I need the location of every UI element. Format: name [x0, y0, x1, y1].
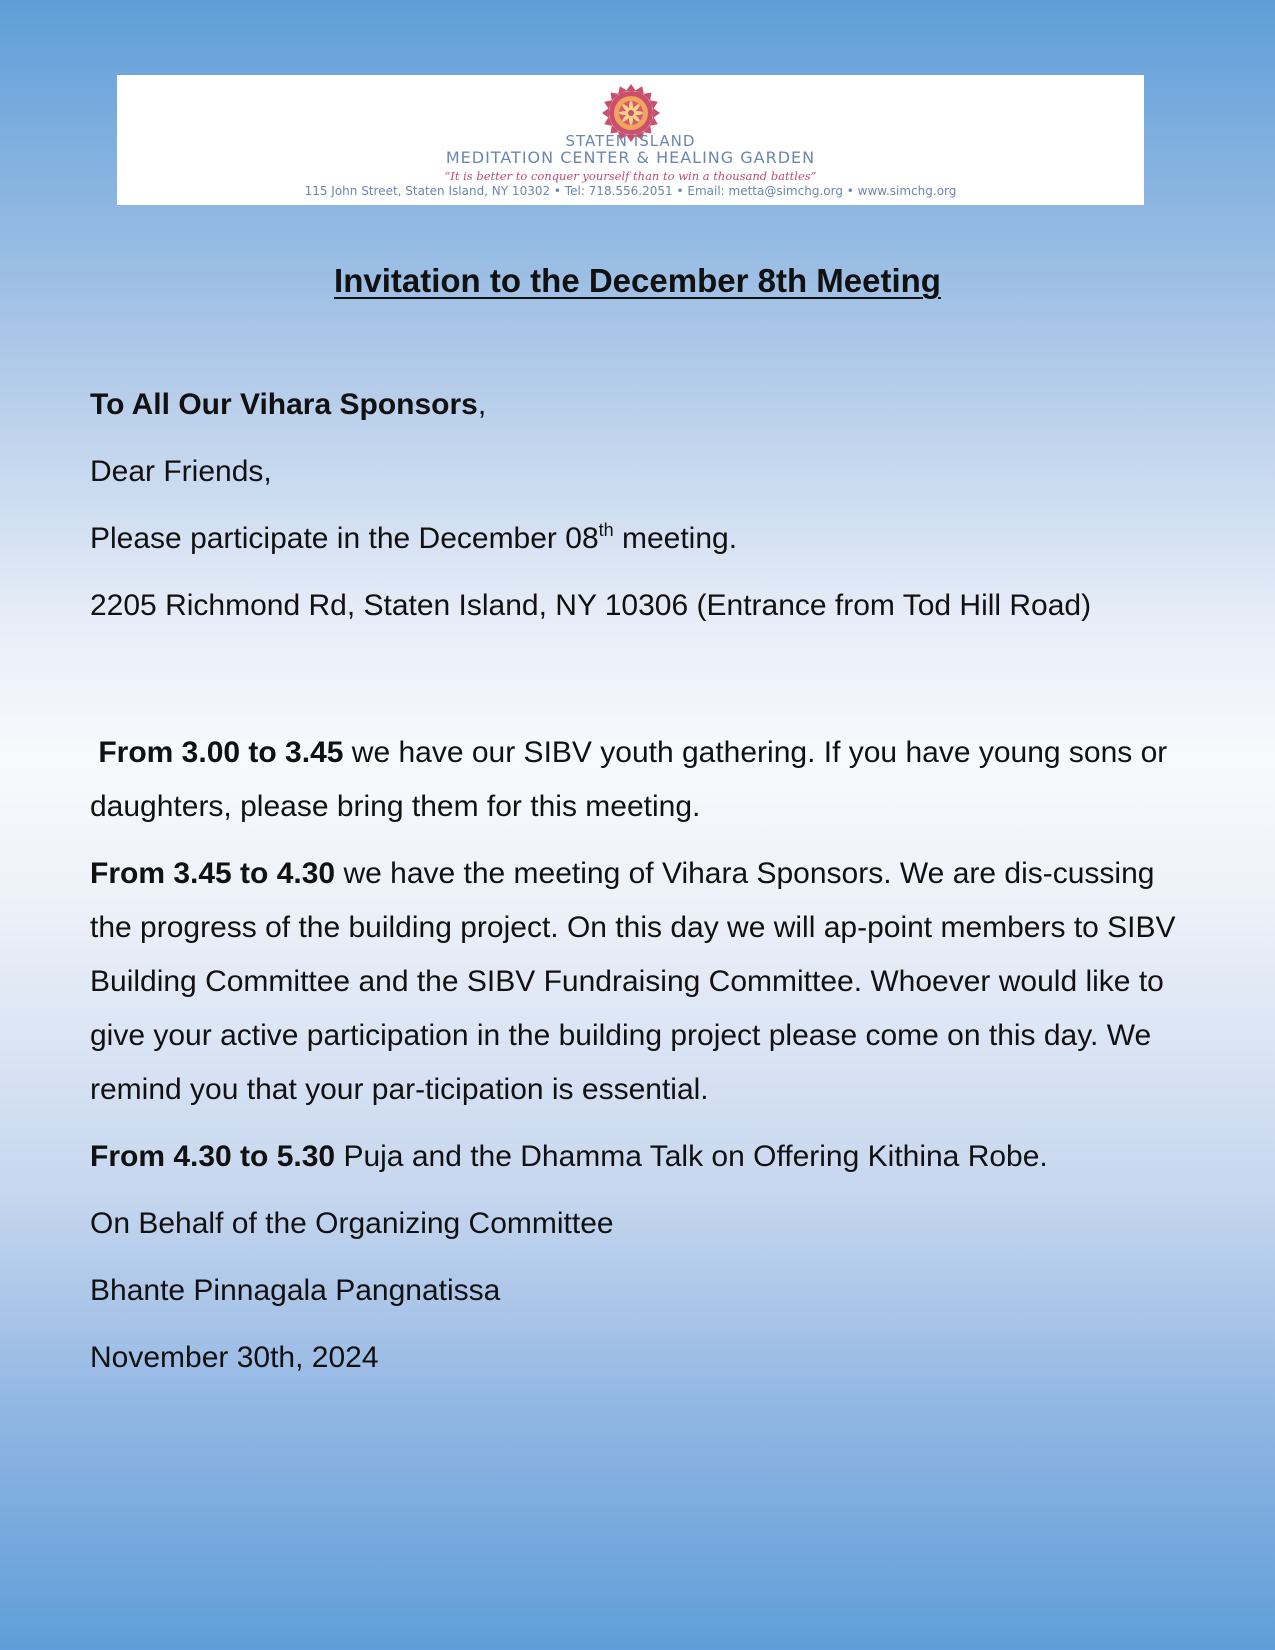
org-name-line2: MEDITATION CENTER & HEALING GARDEN [445, 148, 816, 167]
schedule-time: From 3.00 to 3.45 [98, 736, 344, 769]
participate-line [90, 512, 1185, 566]
participate-prefix: Please participate in the December 08 [90, 522, 599, 555]
letter-body [90, 378, 1185, 1398]
org-quote: “It is better to conquer yourself than to win a thousand battles” [444, 169, 817, 183]
header-banner [117, 75, 1144, 205]
schedule-text: we have the meeting of Vihara Sponsors. We are dis-cussing the progress of the building project. On this day we will ap-point members to SIBV Building Committee and the SIBV Fundraising Committee. Whoever would like to give your active participation in the building project please come on this day. We remind you that your par-ticipation is essential. [90, 857, 1176, 1106]
salutation-comma: , [477, 388, 487, 421]
letter-title: Invitation to the December 8th Meeting [334, 262, 941, 299]
closing-line: On Behalf of the Organizing Committee [90, 1207, 614, 1240]
schedule-item [90, 1130, 1185, 1184]
schedule-time: From 4.30 to 5.30 [90, 1140, 336, 1173]
signer-name: Bhante Pinnagala Pangnatissa [90, 1274, 501, 1307]
schedule-time: From 3.45 to 4.30 [90, 857, 336, 890]
spacer [90, 646, 1185, 726]
schedule-text: Puja and the Dhamma Talk on Offering Kithina Robe. [335, 1140, 1048, 1173]
meeting-address: 2205 Richmond Rd, Staten Island, NY 10306 (Entrance from Tod Hill Road) [90, 589, 1092, 622]
schedule-item [90, 847, 1185, 1117]
greeting: Dear Friends, [90, 455, 272, 488]
org-name-line1: STATEN ISLAND [565, 132, 696, 150]
letter-date: November 30th, 2024 [90, 1341, 379, 1374]
participate-superscript: th [598, 520, 614, 540]
salutation-bold: To All Our Vihara Sponsors [90, 388, 478, 421]
schedule-text: we have our SIBV youth gathering. If you have young sons or daughters, please bring them for this meeting. [90, 736, 1168, 823]
salutation [90, 378, 1185, 432]
participate-suffix: meeting. [613, 522, 738, 555]
schedule-item [90, 726, 1185, 834]
org-contact-line: 115 John Street, Staten Island, NY 10302 • Tel: 718.556.2051 • Email: metta@simchg.org • www.simchg.org [304, 184, 957, 198]
